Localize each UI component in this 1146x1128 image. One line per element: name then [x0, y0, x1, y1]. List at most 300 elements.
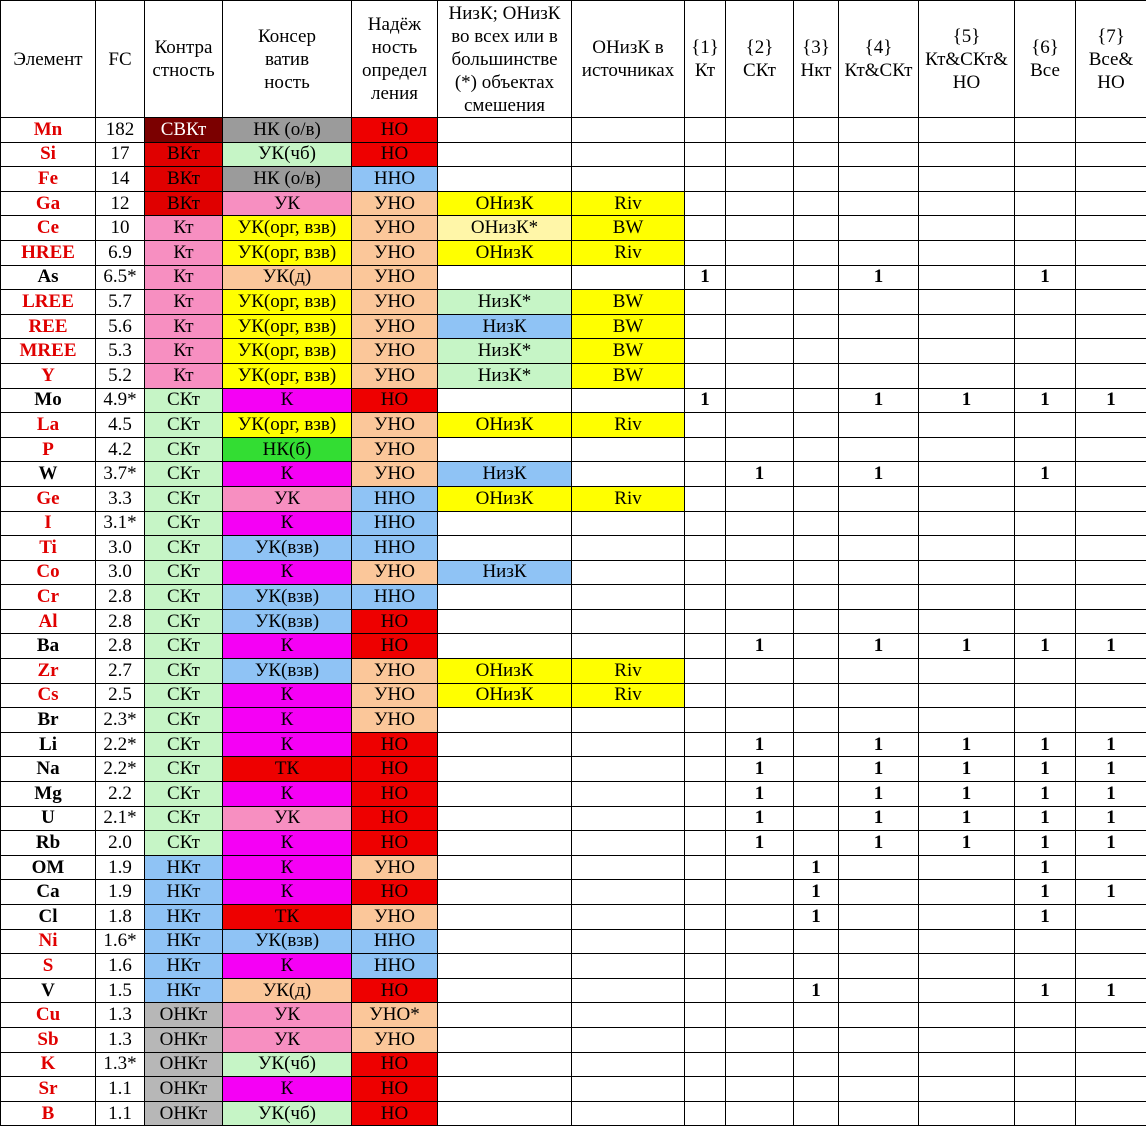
header-fc: FC: [96, 1, 145, 118]
reliability-cell: УНО: [352, 905, 438, 930]
set-6-cell: 1: [1015, 806, 1076, 831]
low-contrast-source-cell: Riv: [572, 413, 685, 438]
low-contrast-source-cell: [572, 831, 685, 856]
set-4-cell: [839, 314, 919, 339]
set-3-cell: [794, 1052, 839, 1077]
set-7-cell: [1076, 191, 1146, 216]
low-contrast-source-cell: [572, 462, 685, 487]
table-row: [1, 855, 1146, 880]
set-6-cell: [1015, 290, 1076, 315]
low-contrast-source-cell: [572, 806, 685, 831]
conservativeness-cell: К: [223, 560, 352, 585]
fc-cell: 1.1: [96, 1101, 145, 1126]
header-low-contrast-sources: ОНизК в источниках: [572, 1, 685, 118]
set-4-cell: [839, 536, 919, 561]
reliability-cell: НО: [352, 978, 438, 1003]
set-1-cell: [685, 978, 726, 1003]
reliability-cell: УНО: [352, 560, 438, 585]
conservativeness-cell: УК: [223, 1027, 352, 1052]
set-6-cell: [1015, 929, 1076, 954]
header-set-7: {7} Все& НО: [1076, 1, 1146, 118]
set-7-cell: 1: [1076, 978, 1146, 1003]
table-body: [1, 118, 1146, 1126]
set-3-cell: [794, 290, 839, 315]
set-4-cell: [839, 511, 919, 536]
set-1-cell: [685, 1003, 726, 1028]
set-6-cell: [1015, 1003, 1076, 1028]
conservativeness-cell: К: [223, 511, 352, 536]
set-7-cell: 1: [1076, 634, 1146, 659]
set-7-cell: [1076, 437, 1146, 462]
set-6-cell: [1015, 560, 1076, 585]
element-cell: Ni: [1, 929, 96, 954]
contrast-cell: СКт: [145, 413, 223, 438]
table-row: [1, 683, 1146, 708]
fc-cell: 2.2: [96, 782, 145, 807]
contrast-cell: ОНКт: [145, 1052, 223, 1077]
contrast-cell: СКт: [145, 560, 223, 585]
set-1-cell: [685, 880, 726, 905]
contrast-cell: СКт: [145, 732, 223, 757]
contrast-cell: СКт: [145, 634, 223, 659]
set-5-cell: [919, 585, 1015, 610]
element-cell: Al: [1, 609, 96, 634]
set-5-cell: [919, 1077, 1015, 1102]
reliability-cell: УНО: [352, 659, 438, 684]
fc-cell: 2.8: [96, 585, 145, 610]
set-1-cell: [685, 806, 726, 831]
fc-cell: 3.1*: [96, 511, 145, 536]
set-3-cell: [794, 560, 839, 585]
low-contrast-source-cell: [572, 757, 685, 782]
low-contrast-mixing-cell: [438, 388, 572, 413]
set-3-cell: [794, 659, 839, 684]
contrast-cell: СКт: [145, 462, 223, 487]
low-contrast-mixing-cell: [438, 167, 572, 192]
set-2-cell: [726, 659, 794, 684]
low-contrast-source-cell: Riv: [572, 240, 685, 265]
element-cell: B: [1, 1101, 96, 1126]
set-1-cell: [685, 905, 726, 930]
low-contrast-source-cell: BW: [572, 290, 685, 315]
conservativeness-cell: К: [223, 954, 352, 979]
low-contrast-mixing-cell: [438, 609, 572, 634]
set-6-cell: [1015, 708, 1076, 733]
set-4-cell: [839, 363, 919, 388]
element-cell: S: [1, 954, 96, 979]
contrast-cell: СКт: [145, 388, 223, 413]
fc-cell: 1.9: [96, 855, 145, 880]
conservativeness-cell: УК(орг, взв): [223, 314, 352, 339]
set-7-cell: 1: [1076, 880, 1146, 905]
conservativeness-cell: К: [223, 683, 352, 708]
set-4-cell: 1: [839, 634, 919, 659]
low-contrast-source-cell: [572, 1052, 685, 1077]
reliability-cell: НО: [352, 1052, 438, 1077]
element-cell: LREE: [1, 290, 96, 315]
low-contrast-source-cell: [572, 905, 685, 930]
set-5-cell: [919, 880, 1015, 905]
set-1-cell: [685, 1077, 726, 1102]
set-6-cell: [1015, 585, 1076, 610]
contrast-cell: СКт: [145, 486, 223, 511]
set-2-cell: [726, 1027, 794, 1052]
set-3-cell: [794, 634, 839, 659]
set-4-cell: [839, 880, 919, 905]
set-4-cell: [839, 486, 919, 511]
fc-cell: 4.9*: [96, 388, 145, 413]
fc-cell: 2.2*: [96, 732, 145, 757]
set-7-cell: [1076, 265, 1146, 290]
set-6-cell: 1: [1015, 905, 1076, 930]
low-contrast-source-cell: [572, 142, 685, 167]
set-2-cell: 1: [726, 462, 794, 487]
set-3-cell: [794, 683, 839, 708]
set-6-cell: [1015, 363, 1076, 388]
set-3-cell: [794, 1003, 839, 1028]
fc-cell: 17: [96, 142, 145, 167]
set-4-cell: [839, 1003, 919, 1028]
set-1-cell: [685, 1052, 726, 1077]
set-7-cell: [1076, 486, 1146, 511]
contrast-cell: СКт: [145, 757, 223, 782]
low-contrast-source-cell: [572, 388, 685, 413]
fc-cell: 5.7: [96, 290, 145, 315]
element-cell: Li: [1, 732, 96, 757]
reliability-cell: НО: [352, 806, 438, 831]
conservativeness-cell: УК(чб): [223, 142, 352, 167]
set-2-cell: [726, 339, 794, 364]
set-2-cell: 1: [726, 782, 794, 807]
conservativeness-cell: УК(взв): [223, 929, 352, 954]
low-contrast-mixing-cell: [438, 634, 572, 659]
low-contrast-mixing-cell: [438, 782, 572, 807]
set-3-cell: [794, 167, 839, 192]
low-contrast-mixing-cell: ОНизК: [438, 240, 572, 265]
set-2-cell: [726, 905, 794, 930]
contrast-cell: СКт: [145, 536, 223, 561]
contrast-cell: ОНКт: [145, 1027, 223, 1052]
element-cell: Ba: [1, 634, 96, 659]
set-5-cell: 1: [919, 831, 1015, 856]
set-6-cell: 1: [1015, 757, 1076, 782]
set-5-cell: [919, 314, 1015, 339]
low-contrast-mixing-cell: [438, 142, 572, 167]
reliability-cell: НО: [352, 831, 438, 856]
header-set-5: {5} Кт&СКт& НО: [919, 1, 1015, 118]
low-contrast-source-cell: [572, 954, 685, 979]
set-6-cell: [1015, 339, 1076, 364]
set-5-cell: [919, 290, 1015, 315]
contrast-cell: ОНКт: [145, 1101, 223, 1126]
set-2-cell: [726, 167, 794, 192]
low-contrast-mixing-cell: НизК*: [438, 290, 572, 315]
low-contrast-mixing-cell: НизК*: [438, 363, 572, 388]
set-1-cell: [685, 437, 726, 462]
conservativeness-cell: К: [223, 782, 352, 807]
fc-cell: 1.1: [96, 1077, 145, 1102]
table-row: [1, 880, 1146, 905]
conservativeness-cell: УК(взв): [223, 659, 352, 684]
table-row: [1, 511, 1146, 536]
low-contrast-source-cell: [572, 880, 685, 905]
set-3-cell: [794, 486, 839, 511]
set-7-cell: 1: [1076, 732, 1146, 757]
set-6-cell: [1015, 609, 1076, 634]
set-7-cell: [1076, 339, 1146, 364]
set-5-cell: [919, 683, 1015, 708]
set-2-cell: 1: [726, 831, 794, 856]
low-contrast-mixing-cell: [438, 437, 572, 462]
fc-cell: 2.1*: [96, 806, 145, 831]
conservativeness-cell: УК(орг, взв): [223, 240, 352, 265]
table-row: [1, 339, 1146, 364]
contrast-cell: СКт: [145, 585, 223, 610]
set-1-cell: [685, 757, 726, 782]
conservativeness-cell: К: [223, 880, 352, 905]
set-6-cell: 1: [1015, 978, 1076, 1003]
set-5-cell: 1: [919, 388, 1015, 413]
contrast-cell: НКт: [145, 978, 223, 1003]
low-contrast-mixing-cell: [438, 978, 572, 1003]
set-1-cell: [685, 560, 726, 585]
set-2-cell: [726, 142, 794, 167]
set-2-cell: [726, 363, 794, 388]
set-7-cell: [1076, 1003, 1146, 1028]
set-6-cell: [1015, 1052, 1076, 1077]
table-row: [1, 216, 1146, 241]
set-5-cell: [919, 1027, 1015, 1052]
fc-cell: 1.6: [96, 954, 145, 979]
fc-cell: 3.0: [96, 560, 145, 585]
set-4-cell: [839, 929, 919, 954]
reliability-cell: УНО: [352, 855, 438, 880]
set-2-cell: [726, 1052, 794, 1077]
header-low-contrast-mixing: НизК; ОНизК во всех или в большинстве (*) объектах смешения: [438, 1, 572, 118]
low-contrast-mixing-cell: [438, 880, 572, 905]
set-2-cell: [726, 118, 794, 143]
table-row: [1, 585, 1146, 610]
set-7-cell: [1076, 462, 1146, 487]
reliability-cell: НО: [352, 609, 438, 634]
conservativeness-cell: УК(орг, взв): [223, 339, 352, 364]
set-2-cell: [726, 265, 794, 290]
set-3-cell: [794, 142, 839, 167]
element-cell: U: [1, 806, 96, 831]
conservativeness-cell: УК(чб): [223, 1052, 352, 1077]
contrast-cell: НКт: [145, 855, 223, 880]
table-row: [1, 978, 1146, 1003]
set-7-cell: [1076, 314, 1146, 339]
fc-cell: 1.5: [96, 978, 145, 1003]
contrast-cell: Кт: [145, 363, 223, 388]
reliability-cell: НО: [352, 757, 438, 782]
fc-cell: 2.7: [96, 659, 145, 684]
set-4-cell: 1: [839, 806, 919, 831]
set-2-cell: [726, 486, 794, 511]
table-row: [1, 929, 1146, 954]
reliability-cell: НО: [352, 1101, 438, 1126]
reliability-cell: УНО: [352, 437, 438, 462]
set-1-cell: [685, 240, 726, 265]
low-contrast-mixing-cell: ОНизК: [438, 413, 572, 438]
reliability-cell: НО: [352, 782, 438, 807]
set-2-cell: [726, 954, 794, 979]
set-7-cell: [1076, 142, 1146, 167]
set-1-cell: [685, 363, 726, 388]
set-4-cell: [839, 708, 919, 733]
reliability-cell: УНО: [352, 339, 438, 364]
contrast-cell: ОНКт: [145, 1077, 223, 1102]
element-cell: REE: [1, 314, 96, 339]
element-cell: Br: [1, 708, 96, 733]
set-3-cell: [794, 831, 839, 856]
fc-cell: 182: [96, 118, 145, 143]
set-4-cell: 1: [839, 388, 919, 413]
set-5-cell: 1: [919, 757, 1015, 782]
set-2-cell: [726, 708, 794, 733]
contrast-cell: СКт: [145, 831, 223, 856]
set-4-cell: 1: [839, 732, 919, 757]
low-contrast-source-cell: [572, 1077, 685, 1102]
reliability-cell: УНО: [352, 265, 438, 290]
set-5-cell: [919, 708, 1015, 733]
set-3-cell: [794, 1027, 839, 1052]
fc-cell: 14: [96, 167, 145, 192]
low-contrast-source-cell: [572, 118, 685, 143]
set-1-cell: [685, 413, 726, 438]
element-cell: As: [1, 265, 96, 290]
table-row: [1, 265, 1146, 290]
set-2-cell: [726, 585, 794, 610]
contrast-cell: Кт: [145, 265, 223, 290]
header-row: [1, 1, 1146, 118]
low-contrast-source-cell: [572, 265, 685, 290]
fc-cell: 2.2*: [96, 757, 145, 782]
set-7-cell: 1: [1076, 831, 1146, 856]
table-row: [1, 1027, 1146, 1052]
set-7-cell: [1076, 511, 1146, 536]
set-7-cell: [1076, 855, 1146, 880]
conservativeness-cell: К: [223, 831, 352, 856]
low-contrast-source-cell: Riv: [572, 191, 685, 216]
set-1-cell: [685, 609, 726, 634]
element-cell: Mo: [1, 388, 96, 413]
set-7-cell: 1: [1076, 388, 1146, 413]
low-contrast-mixing-cell: [438, 118, 572, 143]
low-contrast-source-cell: [572, 1003, 685, 1028]
table-row: [1, 314, 1146, 339]
element-cell: Ca: [1, 880, 96, 905]
set-6-cell: 1: [1015, 634, 1076, 659]
reliability-cell: НО: [352, 142, 438, 167]
set-4-cell: 1: [839, 265, 919, 290]
set-7-cell: [1076, 1077, 1146, 1102]
set-2-cell: [726, 216, 794, 241]
element-cell: Zr: [1, 659, 96, 684]
set-7-cell: [1076, 954, 1146, 979]
element-cell: Rb: [1, 831, 96, 856]
set-5-cell: [919, 437, 1015, 462]
reliability-cell: ННО: [352, 585, 438, 610]
element-cell: V: [1, 978, 96, 1003]
fc-cell: 12: [96, 191, 145, 216]
contrast-cell: СКт: [145, 782, 223, 807]
element-cell: Mn: [1, 118, 96, 143]
set-4-cell: [839, 191, 919, 216]
set-3-cell: [794, 954, 839, 979]
set-4-cell: [839, 609, 919, 634]
contrast-cell: ВКт: [145, 142, 223, 167]
set-7-cell: [1076, 683, 1146, 708]
set-2-cell: [726, 1101, 794, 1126]
set-1-cell: [685, 118, 726, 143]
set-7-cell: [1076, 560, 1146, 585]
set-2-cell: [726, 609, 794, 634]
element-cell: Sb: [1, 1027, 96, 1052]
fc-cell: 2.5: [96, 683, 145, 708]
fc-cell: 10: [96, 216, 145, 241]
low-contrast-mixing-cell: [438, 806, 572, 831]
set-4-cell: [839, 1052, 919, 1077]
set-7-cell: [1076, 609, 1146, 634]
set-5-cell: [919, 536, 1015, 561]
element-cell: OM: [1, 855, 96, 880]
set-5-cell: [919, 1101, 1015, 1126]
table-row: [1, 118, 1146, 143]
set-7-cell: [1076, 905, 1146, 930]
reliability-cell: ННО: [352, 954, 438, 979]
fc-cell: 5.6: [96, 314, 145, 339]
table-row: [1, 1101, 1146, 1126]
low-contrast-source-cell: [572, 929, 685, 954]
conservativeness-cell: УК(взв): [223, 536, 352, 561]
element-cell: Na: [1, 757, 96, 782]
low-contrast-source-cell: [572, 167, 685, 192]
set-1-cell: [685, 1101, 726, 1126]
set-1-cell: [685, 339, 726, 364]
low-contrast-mixing-cell: НизК: [438, 314, 572, 339]
table-row: [1, 634, 1146, 659]
set-2-cell: [726, 929, 794, 954]
set-3-cell: [794, 782, 839, 807]
set-2-cell: [726, 683, 794, 708]
set-2-cell: [726, 240, 794, 265]
set-5-cell: [919, 609, 1015, 634]
header-contrast: Контра стность: [145, 1, 223, 118]
reliability-cell: НО: [352, 388, 438, 413]
set-3-cell: 1: [794, 855, 839, 880]
header-set-2: {2} СКт: [726, 1, 794, 118]
contrast-cell: ОНКт: [145, 1003, 223, 1028]
fc-cell: 4.2: [96, 437, 145, 462]
set-4-cell: 1: [839, 782, 919, 807]
set-3-cell: [794, 339, 839, 364]
set-6-cell: [1015, 413, 1076, 438]
element-cell: La: [1, 413, 96, 438]
set-5-cell: [919, 339, 1015, 364]
low-contrast-source-cell: [572, 732, 685, 757]
element-cell: W: [1, 462, 96, 487]
table-row: [1, 757, 1146, 782]
reliability-cell: ННО: [352, 536, 438, 561]
set-4-cell: [839, 905, 919, 930]
set-5-cell: [919, 855, 1015, 880]
set-4-cell: [839, 659, 919, 684]
header-set-1: {1} Кт: [685, 1, 726, 118]
contrast-cell: СКт: [145, 708, 223, 733]
table-row: [1, 905, 1146, 930]
